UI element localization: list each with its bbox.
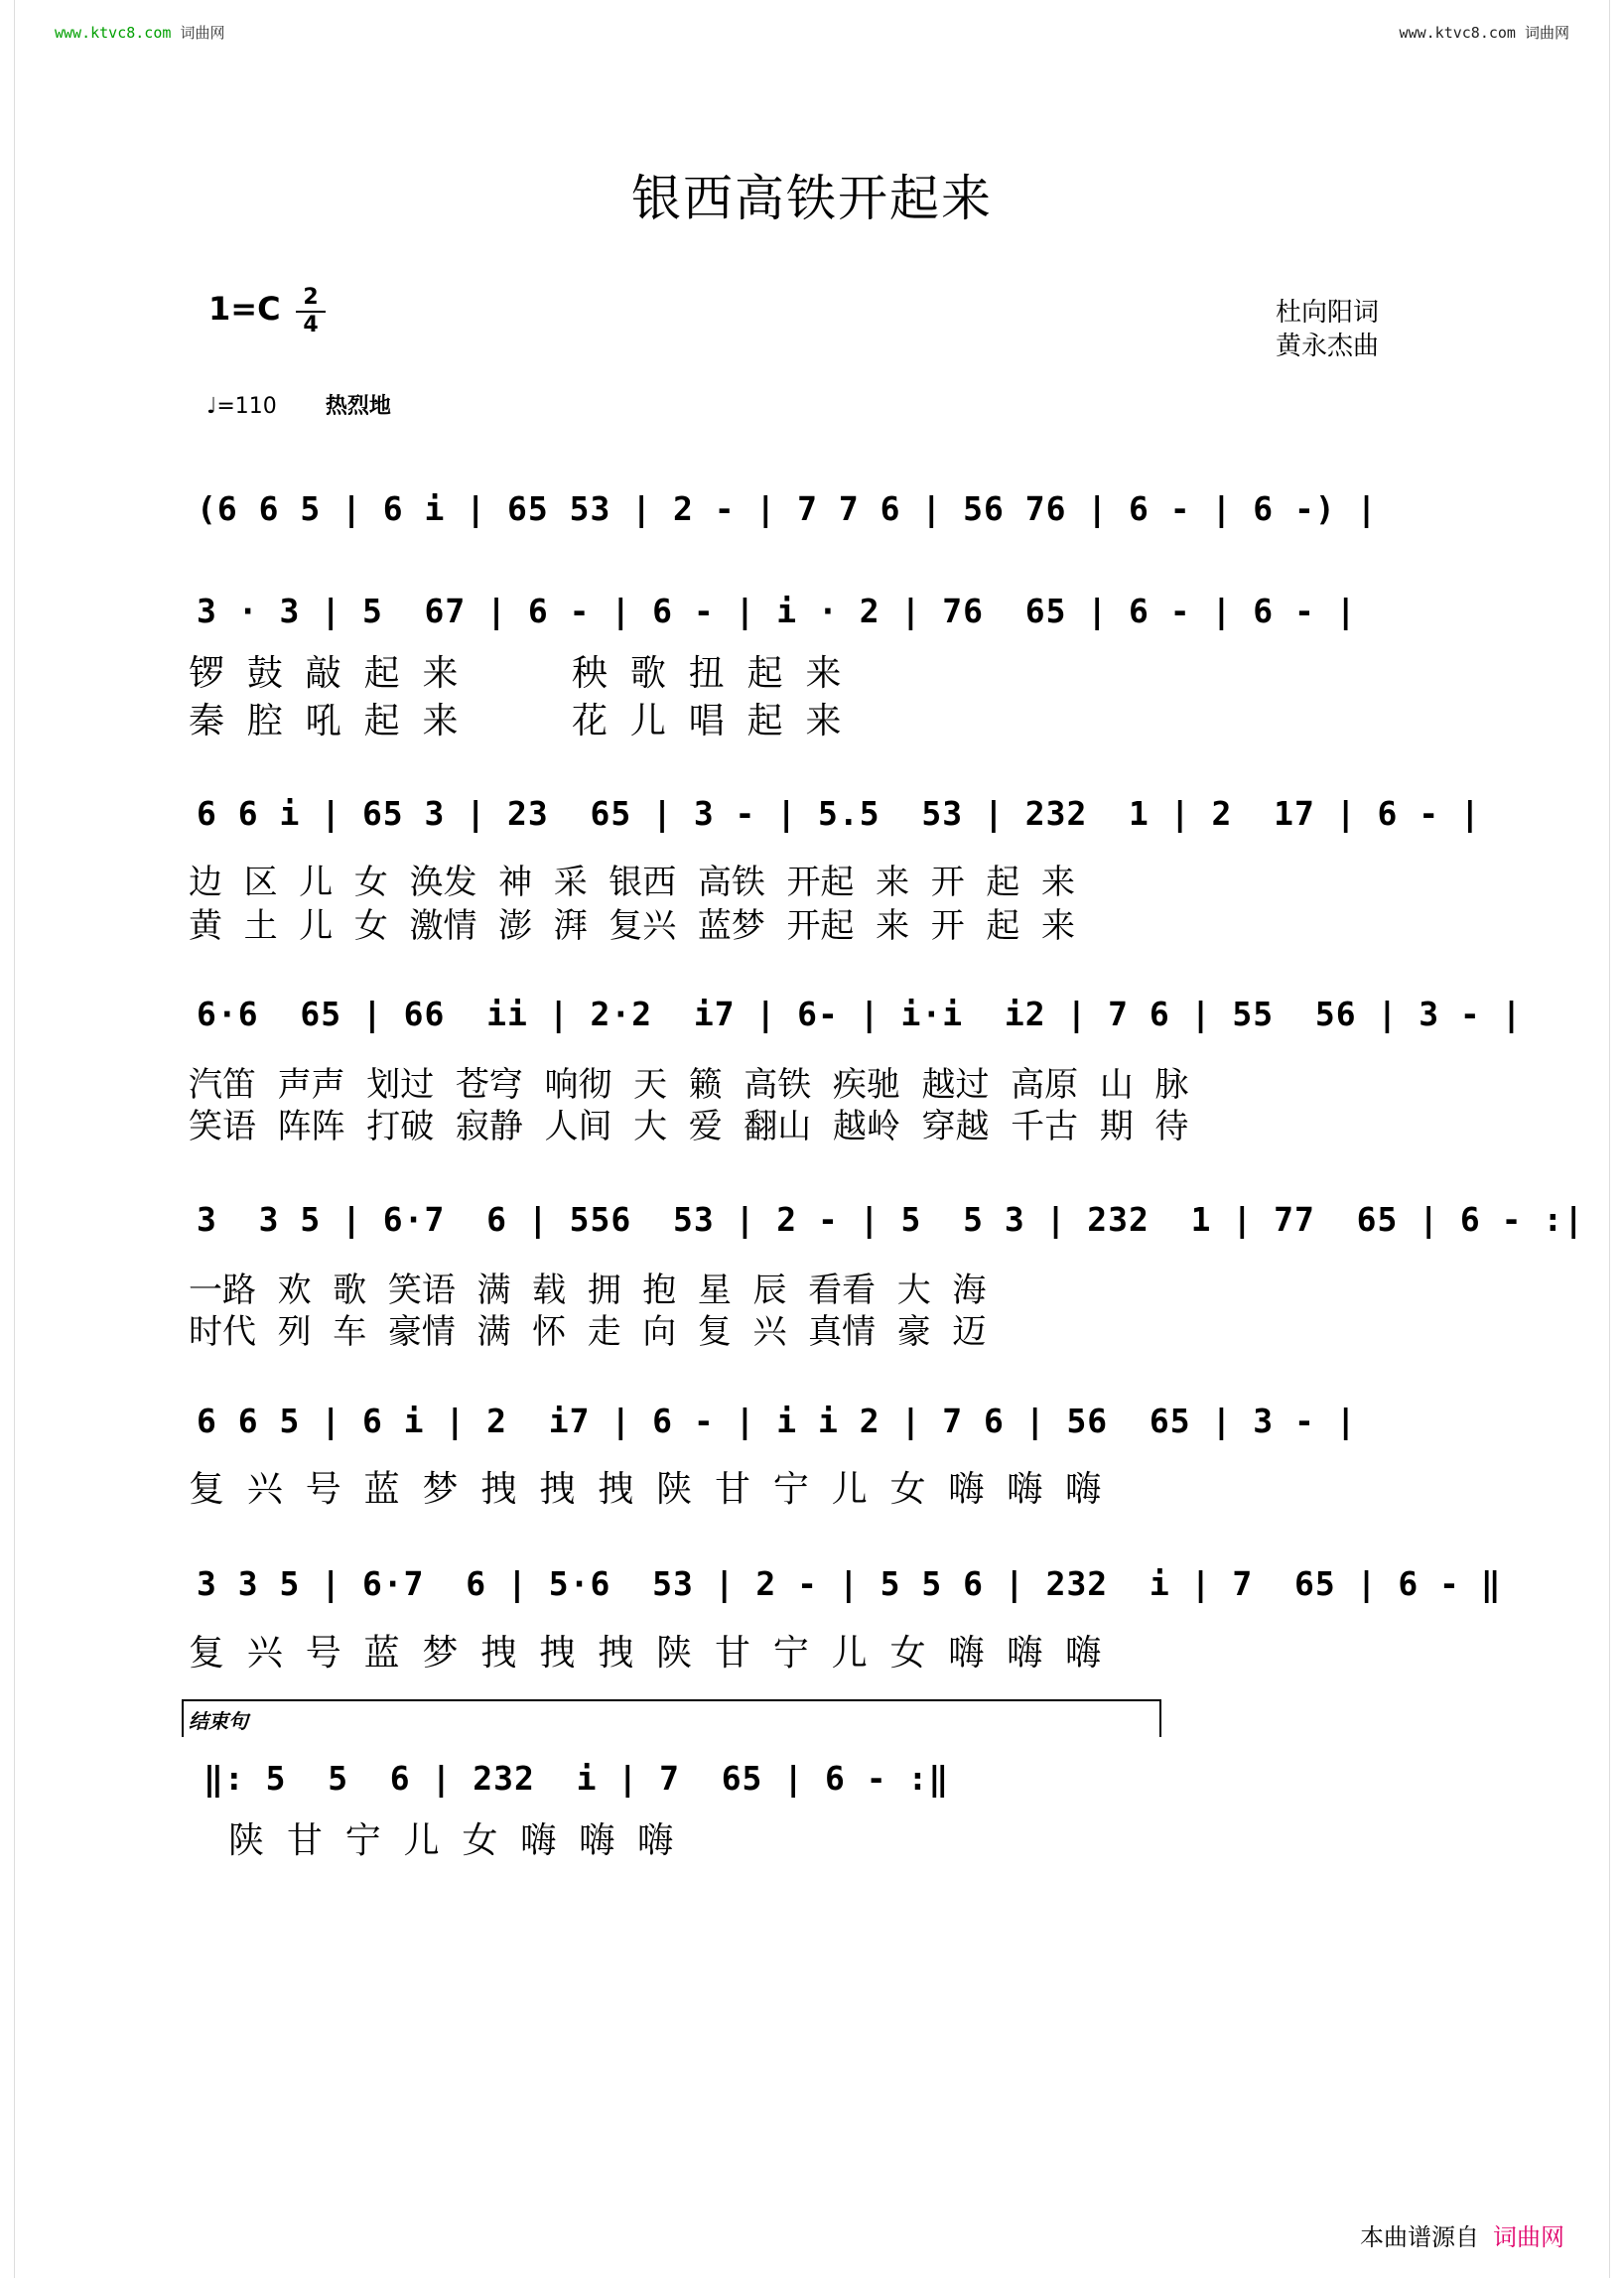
time-signature (296, 286, 326, 337)
footer-source (1360, 2217, 1564, 2252)
notation-line-7: 3 3 5 | 6·7 6 | 5·6 53 | 2 - | 5 5 6 | 232 i | 7 65 | 6 - ‖ (197, 1564, 1502, 1603)
header-right-url[interactable]: www.ktvc8.com (1399, 24, 1516, 42)
credits (1276, 296, 1379, 363)
left-watermark-strip (0, 0, 15, 2278)
composer: 黄永杰曲 (1276, 332, 1380, 361)
lyric-line-3-verse-2: 黄 土 儿 女 激情 澎 湃 复兴 蓝梦 开起 来 开 起 来 (189, 906, 1075, 946)
notation-line-5: 3 3 5 | 6·7 6 | 556 53 | 2 - | 5 5 3 | 232 1 | 77 65 | 6 - :| (197, 1200, 1585, 1239)
tempo-marking (206, 389, 391, 420)
header-left-url[interactable]: www.ktvc8.com (55, 24, 172, 42)
header-right (1400, 22, 1569, 43)
notation-line-2: 3 · 3 | 5 67 | 6 - | 6 - | i · 2 | 76 65 | 6 - | 6 - | (197, 592, 1357, 630)
lyric-ending: 陕 甘 宁 儿 女 嗨 嗨 嗨 (228, 1820, 674, 1861)
ending-bracket (182, 1699, 1161, 1737)
notation-line-4: 6·6 65 | 66 ii | 2·2 i7 | 6- | i·i i2 | 7 6 | 55 56 | 3 - | (197, 995, 1523, 1033)
footer-source-text: 本曲谱源自 (1360, 2223, 1479, 2251)
time-signature-top: 2 (303, 285, 319, 310)
lyric-line-2-verse-1: 锣 鼓 敲 起 来 秧 歌 扭 起 来 (189, 653, 842, 694)
lyric-line-5-verse-1: 一路 欢 歌 笑语 满 载 拥 抱 星 辰 看看 大 海 (189, 1271, 987, 1310)
key-signature: 1=C (208, 290, 281, 328)
lyric-line-5-verse-2: 时代 列 车 豪情 满 怀 走 向 复 兴 真情 豪 迈 (189, 1312, 987, 1352)
song-title: 银西高铁开起来 (631, 170, 993, 227)
lyric-line-2-verse-2: 秦 腔 吼 起 来 花 儿 唱 起 来 (189, 701, 842, 741)
footer-brand-link[interactable]: 词曲网 (1493, 2223, 1564, 2251)
right-watermark-strip (1609, 0, 1624, 2278)
header-right-site-name: 词曲网 (1524, 24, 1569, 42)
time-signature-bottom: 4 (303, 313, 319, 337)
lyric-line-6: 复 兴 号 蓝 梦 拽 拽 拽 陕 甘 宁 儿 女 嗨 嗨 嗨 (189, 1469, 1102, 1510)
lyricist: 杜向阳词 (1276, 298, 1380, 328)
lyric-line-4-verse-2: 笑语 阵阵 打破 寂静 人间 大 爱 翻山 越岭 穿越 千古 期 待 (189, 1107, 1189, 1146)
notation-line-3: 6 6 i | 65 3 | 23 65 | 3 - | 5.5 53 | 232 1 | 2 17 | 6 - | (197, 794, 1481, 833)
lyric-line-3-verse-1: 边 区 儿 女 涣发 神 采 银西 高铁 开起 来 开 起 来 (189, 863, 1075, 902)
notation-ending: ‖: 5 5 6 | 232 i | 7 65 | 6 - :‖ (203, 1759, 950, 1798)
tempo-mood: 热烈地 (325, 394, 391, 419)
lyric-line-4-verse-1: 汽笛 声声 划过 苍穹 响彻 天 籁 高铁 疾驰 越过 高原 山 脉 (189, 1065, 1189, 1105)
ending-label: 结束句 (189, 1709, 248, 1733)
notation-line-6: 6 6 5 | 6 i | 2 i7 | 6 - | i i 2 | 7 6 | 56 65 | 3 - | (197, 1402, 1357, 1440)
notation-line-1: (6 6 5 | 6 i | 65 53 | 2 - | 7 7 6 | 56 76 | 6 - | 6 -) | (197, 489, 1378, 528)
lyric-line-7: 复 兴 号 蓝 梦 拽 拽 拽 陕 甘 宁 儿 女 嗨 嗨 嗨 (189, 1633, 1102, 1674)
tempo-value: ♩=110 (206, 394, 277, 419)
header-left-site-name: 词曲网 (180, 24, 225, 42)
header-left (55, 22, 224, 43)
